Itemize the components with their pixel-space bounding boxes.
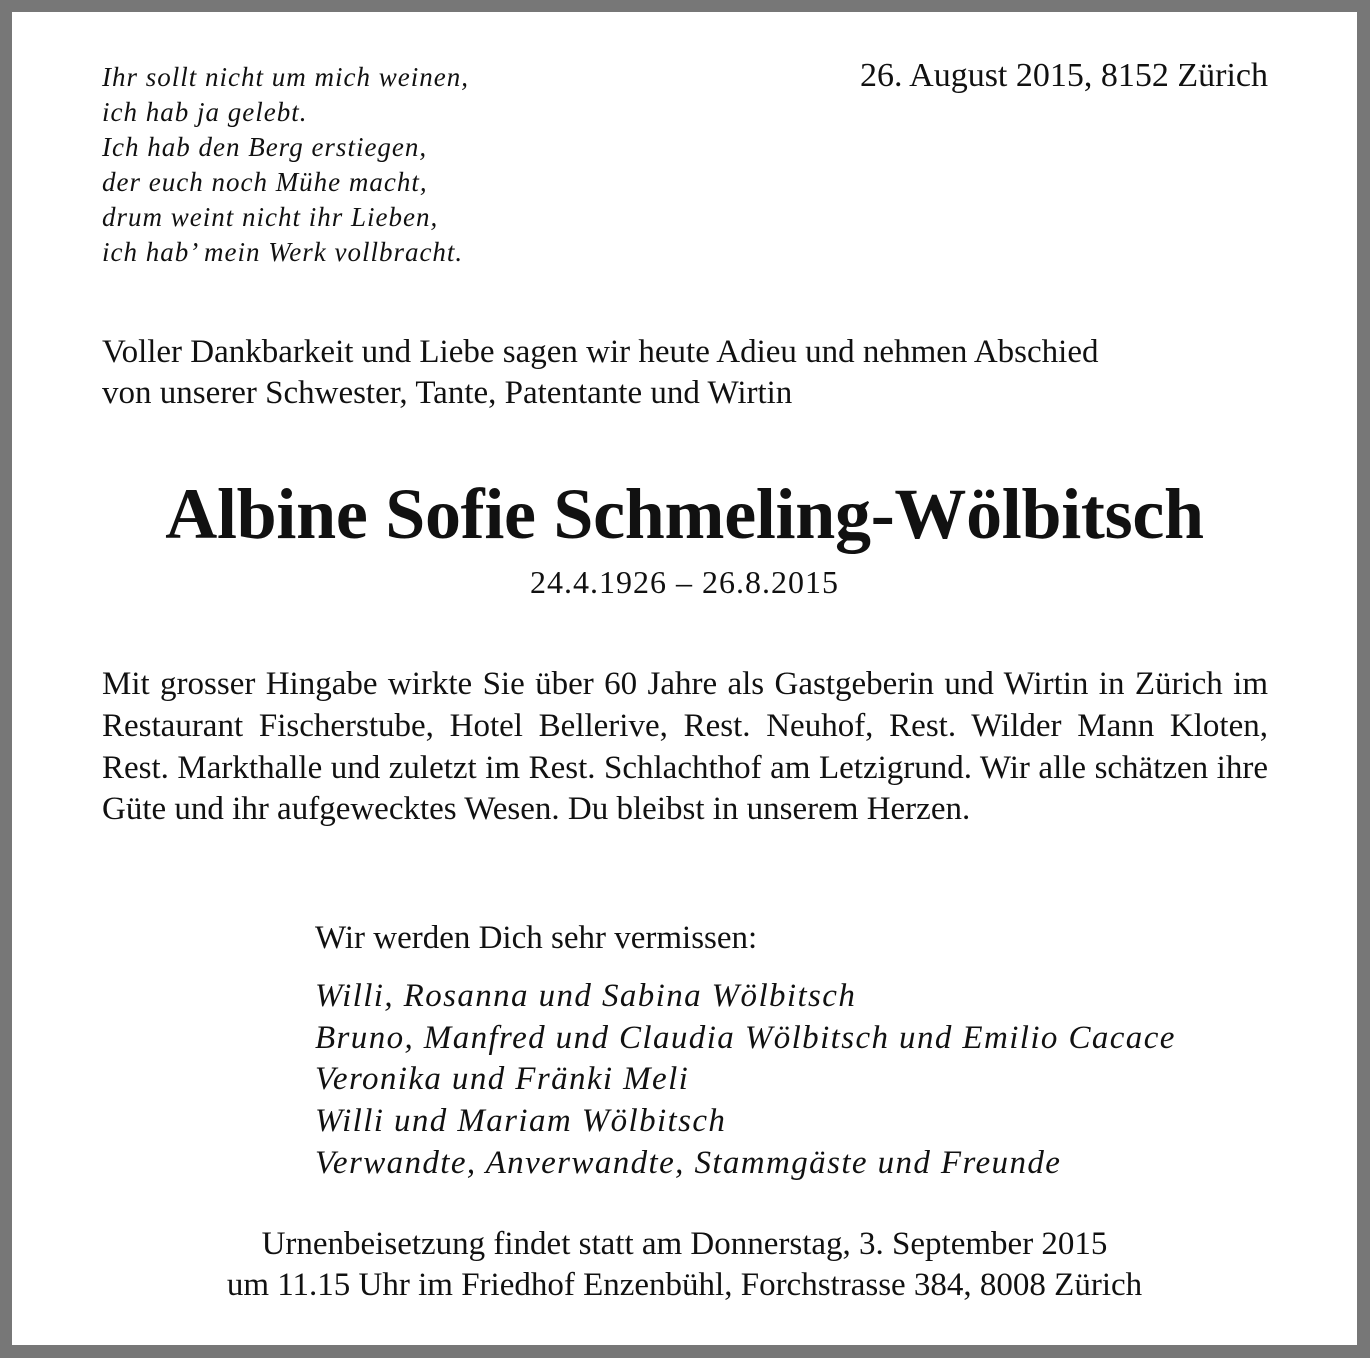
poem-line: ich hab’ mein Werk vollbracht.	[102, 237, 464, 267]
mourners-list	[315, 976, 1176, 1185]
funeral-line: Urnenbeisetzung findet statt am Donnerstag, 3. September 2015	[261, 1226, 1108, 1262]
poem-line: drum weint nicht ihr Lieben,	[102, 202, 439, 232]
mourner: Willi und Mariam Wölbitsch	[315, 1103, 727, 1140]
intro-line: von unserer Schwester, Tante, Patentante und Wirtin	[102, 375, 793, 411]
mourner: Bruno, Manfred und Claudia Wölbitsch und Emilio Cacace	[315, 1019, 1176, 1056]
poem-line: Ihr sollt nicht um mich weinen,	[102, 62, 469, 92]
miss-heading: Wir werden Dich sehr vermissen:	[315, 920, 758, 956]
funeral-line: um 11.15 Uhr im Friedhof Enzenbühl, Forchstrasse 384, 8008 Zürich	[226, 1267, 1143, 1303]
deceased-name: Albine Sofie Schmeling-Wölbitsch	[165, 474, 1204, 554]
obituary-page	[12, 12, 1357, 1345]
poem	[102, 60, 469, 270]
mourner: Willi, Rosanna und Sabina Wölbitsch	[315, 978, 857, 1014]
intro-line: Voller Dankbarkeit und Liebe sagen wir heute Adieu und nehmen Abschied	[102, 334, 1099, 370]
date-place: 26. August 2015, 8152 Zürich	[860, 57, 1268, 94]
funeral-info	[12, 1224, 1357, 1306]
life-dates: 24.4.1926 – 26.8.2015	[530, 564, 839, 600]
mourner: Verwandte, Anverwandte, Stammgäste und Freunde	[315, 1144, 1062, 1181]
mourner: Veronika und Fränki Meli	[315, 1061, 690, 1098]
poem-line: ich hab ja gelebt.	[102, 97, 308, 127]
intro-text	[102, 332, 1268, 414]
poem-line: der euch noch Mühe macht,	[102, 167, 428, 197]
biography: Mit grosser Hingabe wirkte Sie über 60 Jahre als Gastgeberin und Wirtin in Zürich im Restaurant Fischerstube, Hotel Bellerive, Rest. Neuhof, Rest. Wilder Mann Kloten, Rest. Markthalle und zuletzt im Rest. Schlachthof am Letzigrund. Wir alle schätzen ihre Güte und ihr aufgewecktes Wesen. Du bleibst in unserem Herzen.	[102, 666, 1268, 828]
poem-line: Ich hab den Berg erstiegen,	[102, 132, 428, 162]
